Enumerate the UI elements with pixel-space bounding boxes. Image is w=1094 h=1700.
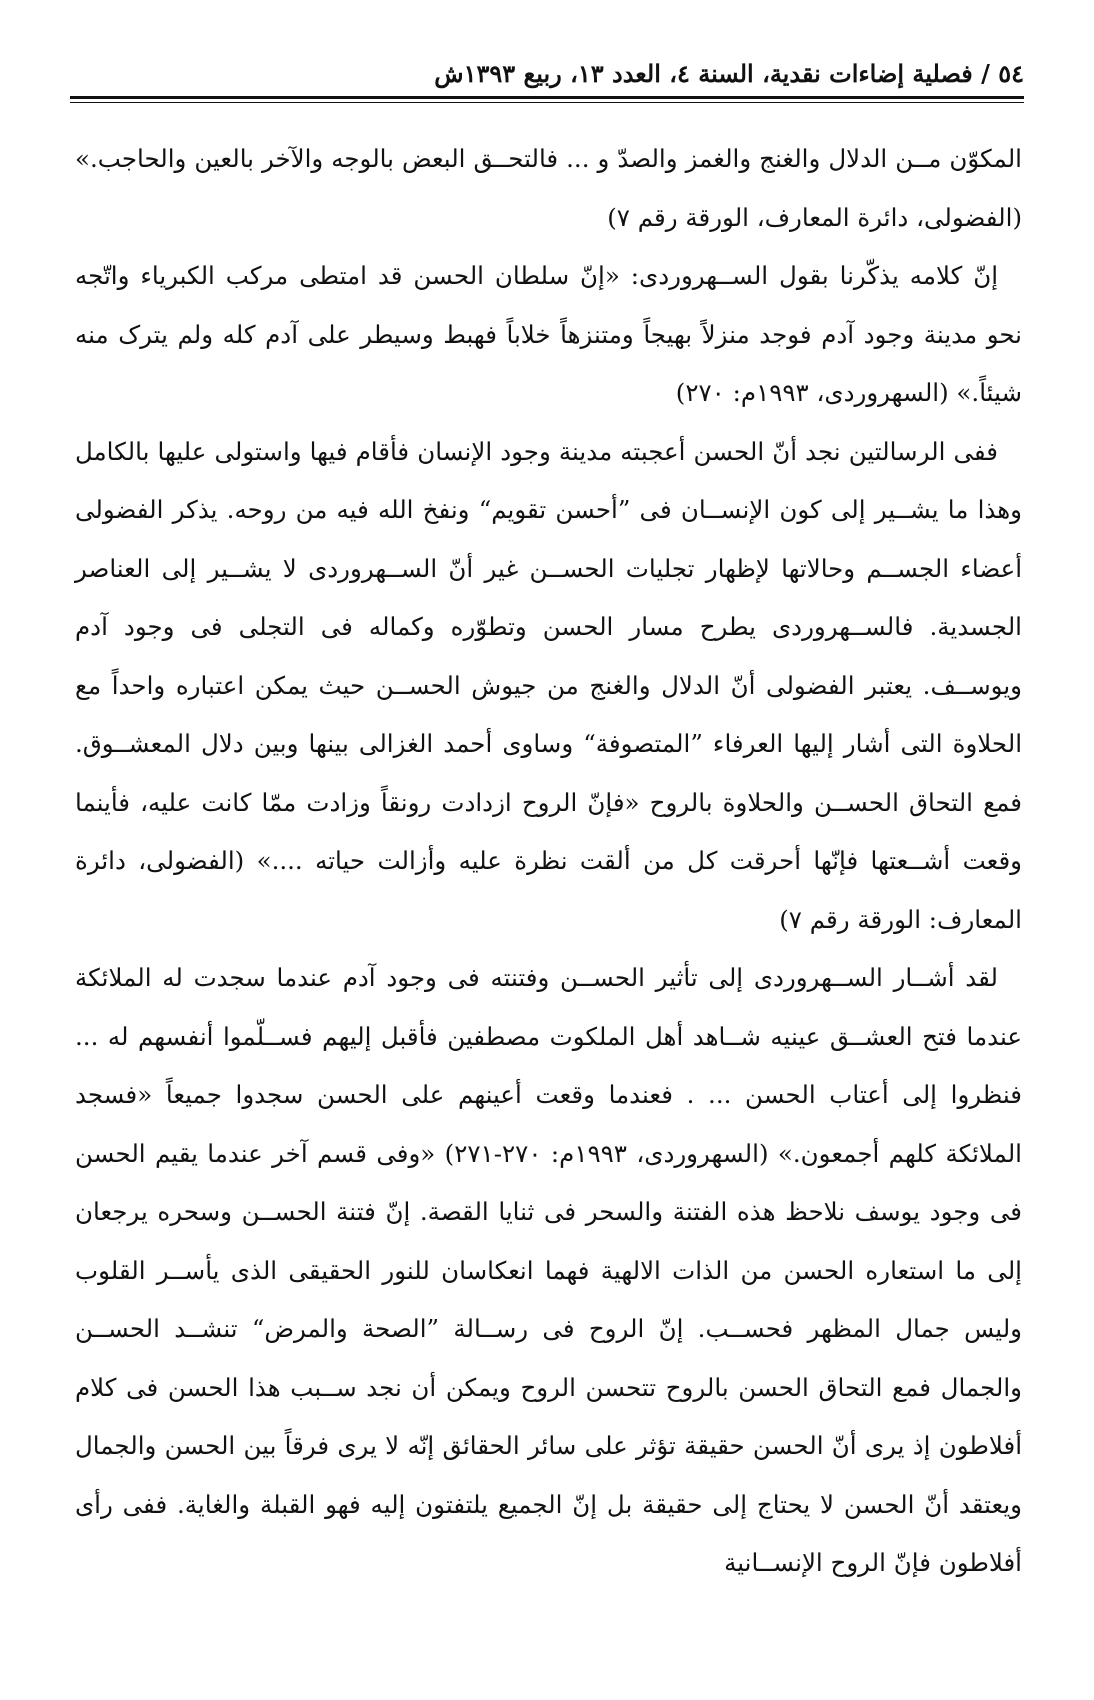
paragraph-4: لقد أشــار الســهروردی إلی تأثير الحســن وفتنته فی وجود آدم عندما سجدت له الملائكة عندما فتح العشــق عينيه شــاهد أهل الملكوت مصطفين فأقبل إليهم فســلّموا أنفسهم له ... فنظروا إلی أعتاب الحسن ... . فعندما وقعت أعينهم على الحسن سجدوا جميعاً «فسجد الملائكة كلهم أجمعون.» (السهروردی، ١٩٩٣م: ٢٧٠-٢٧١) «وفی قسم آخر عندما يقيم الحسن فی وجود يوسف نلاحظ هذه الفتنة والسحر فی ثنايا القصة. إنّ فتنة الحســن وسحره يرجعان إلی ما استعاره الحسن من الذات الالهية فهما انعكاسان للنور الحقيقی الذی يأســر القلوب وليس جمال المظهر فحســب. إنّ الروح فی رســالة ”الصحة والمرض“ تنشــد الحســن والجمال فمع التحاق الحسن بالروح تتحسن الروح ويمكن أن نجد ســبب هذا الحسن فی كلام أفلاطون إذ يرى أنّ الحسن حقيقة تؤثر على سائر الحقائق إنّه لا يرى فرقاً بين الحسن والجمال ويعتقد أنّ الحسن لا يحتاج إلی حقيقة بل إنّ الجميع يلتفتون إليه فهو القبلة والغاية. ففی رأی أفلاطون فإنّ الروح الإنســانية [75, 963, 1022, 1577]
paragraph-2: إنّ كلامه يذكّرنا بقول الســهروردی: «إنّ سلطان الحسن قد امتطى مركب الكبرياء واتّجه نحو مدينة وجود آدم فوجد منزلاً بهيجاً ومتنزهاً خلاباً فهبط وسيطر على آدم كله ولم يترک منه شيئاً.» (السهروردی، ١٩٩٣م: ٢٧٠) [75, 261, 1022, 407]
paragraph-3: ففی الرسالتين نجد أنّ الحسن أعجبته مدينة وجود الإنسان فأقام فيها واستولى عليها بالكامل وهذا ما يشــير إلی كون الإنســان فی ”أحسن تقويم“ ونفخ الله فيه من روحه. يذكر الفضولی أعضاء الجســم وحالاتها لإظهار تجليات الحســن غير أنّ الســهروردی لا يشــير إلی العناصر الجسدية. فالســهروردی يطرح مسار الحسن وتطوّره وكماله فی التجلی فی وجود آدم ويوســف. يعتبر الفضولی أنّ الدلال والغنج من جيوش الحســن حيث يمكن اعتباره واحداً مع الحلاوة التی أشار إليها العرفاء ”المتصوفة“ وساوى أحمد الغزالی بينها وبين دلال المعشــوق. فمع التحاق الحســن والحلاوة بالروح «فإنّ الروح ازدادت رونقاً وزادت ممّا كانت عليه، فأينما وقعت أشــعتها فإنّها أحرقت كل من ألقت نظرة عليه وأزالت حياته ....» (الفضولی، دائرة المعارف: الورقة رقم ٧) [75, 436, 1022, 934]
header-rule-thin [70, 102, 1024, 103]
body-text [75, 130, 1022, 1593]
header-rule-thick [70, 96, 1024, 99]
paragraph-1: المكوّن مــن الدلال والغنج والغمز والصدّ و ... فالتحــق البعض بالوجه والآخر بالعين والحاجب.» (الفضولی، دائرة المعارف، الورقة رقم ٧) [75, 144, 1022, 232]
running-head: ٥٤ / فصلية إضاءات نقدية، السنة ٤، العدد ١٣، ربيع ١٣٩٣ش [434, 59, 1024, 88]
